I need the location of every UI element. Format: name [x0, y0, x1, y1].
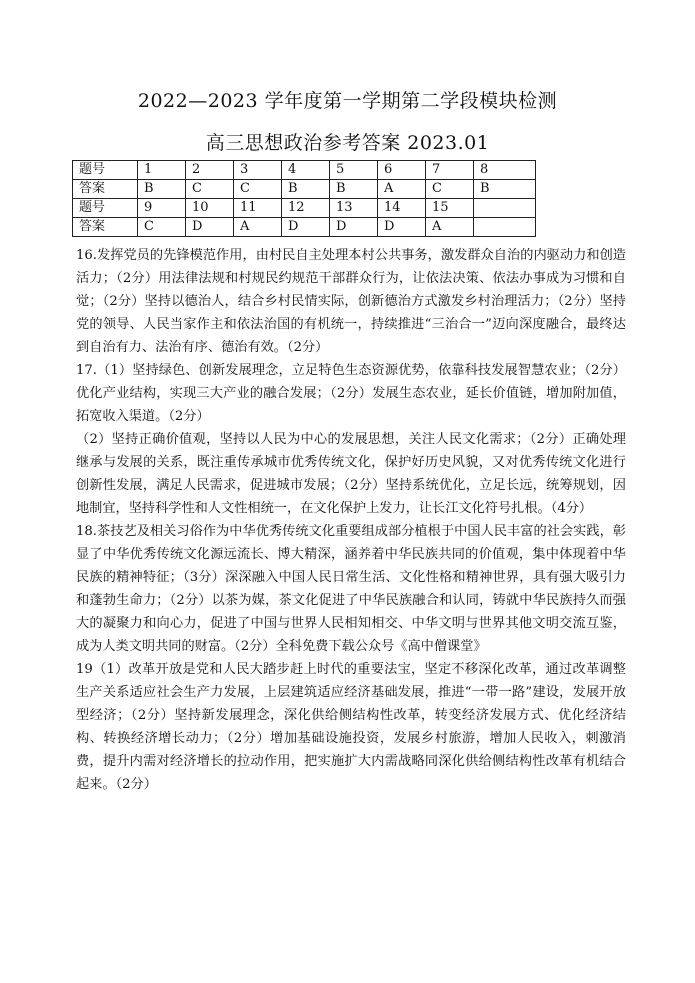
- table-cell: C: [426, 180, 474, 199]
- table-cell: B: [474, 180, 536, 199]
- document-title: 2022—2023 学年度第一学期第二学段模块检测: [137, 90, 558, 112]
- table-cell: 15: [426, 199, 474, 218]
- table-cell: 11: [234, 199, 282, 218]
- table-cell: 4: [282, 161, 330, 180]
- table-row: [73, 161, 536, 180]
- table-cell: 2: [186, 161, 234, 180]
- table-cell: 9: [138, 199, 186, 218]
- answer-table: [72, 160, 536, 237]
- table-cell: D: [378, 218, 426, 237]
- table-cell: 12: [282, 199, 330, 218]
- table-cell: A: [234, 218, 282, 237]
- answer-q19-part1: 19（1）改革开放是党和人民大踏步赶上时代的重要法宝，坚定不移深化改革，通过改革调整生产关系适应社会生产力发展，上层建筑适应经济基础发展，推进“一带一路”建设，发展开放型经济；（2分）坚持新发展理念，深化供给侧结构性改革，转变经济发展方式、优化经济结构、转换经济增长动力；（2分）增加基础设施投资，发展乡村旅游，增加人民收入，刺激消费，提升内需对经济增长的拉动作用，把实施扩大内需战略同深化供给侧结构性改革有机结合起来。（2分）: [76, 662, 626, 792]
- table-cell: D: [330, 218, 378, 237]
- table-cell: 6: [378, 161, 426, 180]
- table-cell: C: [186, 180, 234, 199]
- table-row: [73, 218, 536, 237]
- table-cell: [474, 218, 536, 237]
- table-cell: [474, 199, 536, 218]
- table-cell: 8: [474, 161, 536, 180]
- table-cell: 答案: [73, 218, 138, 237]
- table-cell: 10: [186, 199, 234, 218]
- table-cell: 14: [378, 199, 426, 218]
- table-cell: 3: [234, 161, 282, 180]
- table-cell: A: [378, 180, 426, 199]
- table-row: [73, 199, 536, 218]
- answer-body: [76, 244, 626, 796]
- table-cell: A: [426, 218, 474, 237]
- table-cell: 答案: [73, 180, 138, 199]
- answer-q18: 18.茶技艺及相关习俗作为中华优秀传统文化重要组成部分植根于中国人民丰富的社会实践，彰显了中华优秀传统文化源远流长、博大精深，涵养着中华民族共同的价值观，集中体现着中华民族的精神特征；（3分）深深融入中国人民日常生活、文化性格和精神世界，具有强大吸引力和蓬勃生命力；（2分）以茶为媒，茶文化促进了中华民族融合和认同，铸就中华民族持久而强大的凝聚力和向心力，促进了中国与世界人民相知相交、中华文明与世界其他文明交流互鉴，成为人类文明共同的财富。（2分）全科免费下载公众号《高中僧课堂》: [76, 524, 626, 654]
- answer-q17-part1: 17.（1）坚持绿色、创新发展理念，立足特色生态资源优势，依靠科技发展智慧农业；（2分）优化产业结构，实现三大产业的融合发展；（2分）发展生态农业，延长价值链，增加附加值，拓宽收入渠道。（2分）: [76, 363, 626, 424]
- table-cell: D: [186, 218, 234, 237]
- table-cell: D: [282, 218, 330, 237]
- table-cell: B: [282, 180, 330, 199]
- table-cell: C: [138, 218, 186, 237]
- table-row: [73, 180, 536, 199]
- table-cell: 7: [426, 161, 474, 180]
- table-cell: C: [234, 180, 282, 199]
- table-cell: B: [330, 180, 378, 199]
- answer-q16: 16.发挥党员的先锋模范作用，由村民自主处理本村公共事务，激发群众自治的内驱动力和创造活力；（2分）用法律法规和村规民约规范干部群众行为，让依法决策、依法办事成为习惯和自觉；（2分）坚持以德治人，结合乡村民情实际，创新德治方式激发乡村治理活力；（2分）坚持党的领导、人民当家作主和依法治国的有机统一，持续推进“三治合一”迈向深度融合，最终达到自治有力、法治有序、德治有效。（2分）: [76, 248, 626, 355]
- table-cell: 5: [330, 161, 378, 180]
- table-cell: B: [138, 180, 186, 199]
- table-cell: 题号: [73, 161, 138, 180]
- table-cell: 1: [138, 161, 186, 180]
- table-cell: 13: [330, 199, 378, 218]
- answer-q17-part2: （2）坚持正确价值观，坚持以人民为中心的发展思想，关注人民文化需求；（2分）正确处理继承与发展的关系，既注重传承城市优秀传统文化，保护好历史风貌，又对优秀传统文化进行创新性发展，满足人民需求，促进城市发展；（2分）坚持系统优化，立足长远，统筹规划，因地制宜，坚持科学性和人文性相统一，在文化保护上发力，让长江文化符号扎根。（4分）: [76, 432, 626, 516]
- table-cell: 题号: [73, 199, 138, 218]
- document-subtitle: 高三思想政治参考答案 2023.01: [205, 132, 490, 154]
